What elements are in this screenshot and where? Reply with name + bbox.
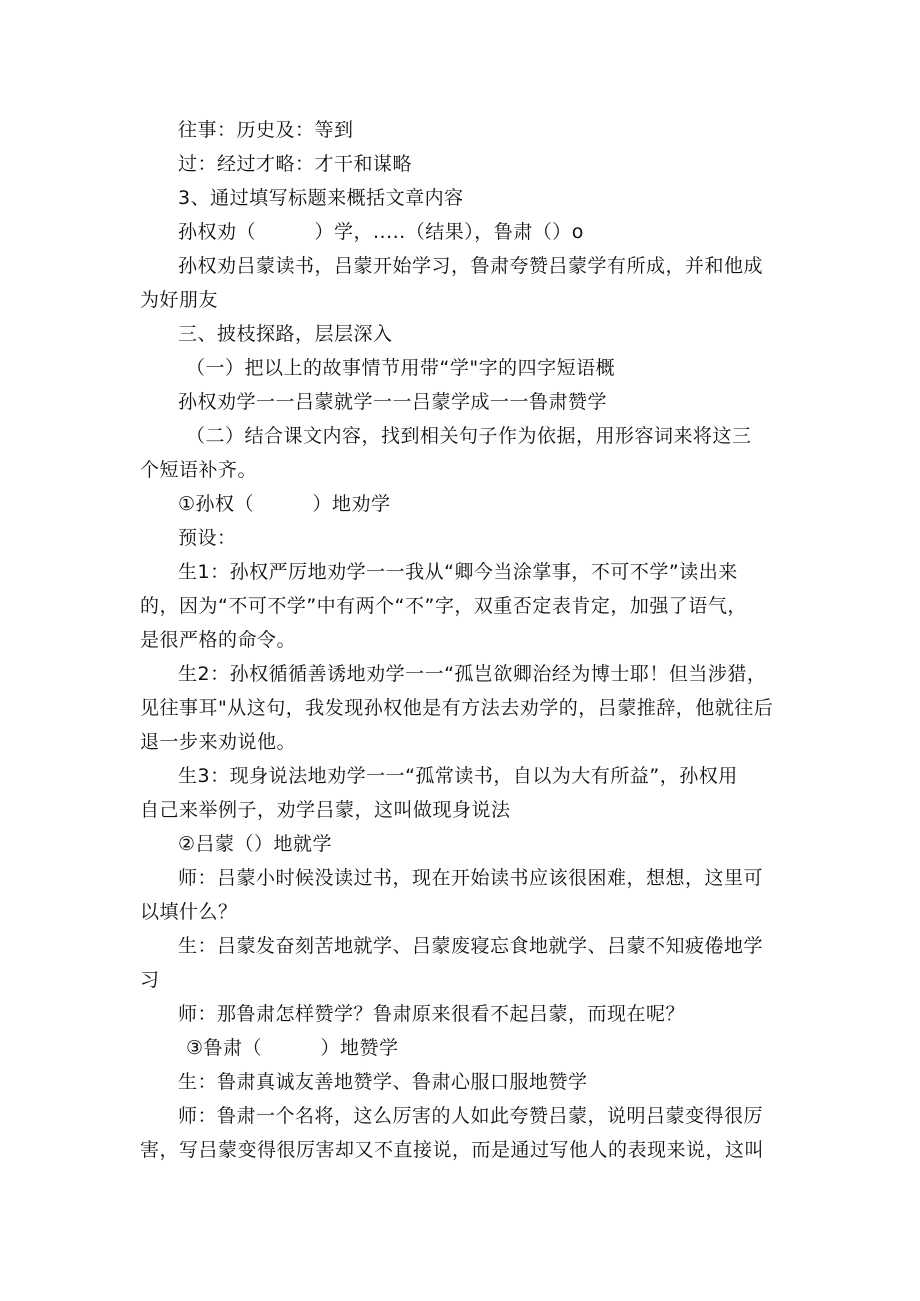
text-line: ①孙权（ ）地劝学 — [178, 493, 391, 515]
text-line: 生2：孙权循循善诱地劝学一一“孤岂欲卿治经为博士耶！但当涉猎， — [178, 663, 767, 685]
text-line: 自己来举例子，劝学吕蒙，这叫做现身说法 — [140, 799, 511, 821]
text-line: 习 — [140, 969, 160, 991]
text-line: 往事：历史及：等到 — [178, 119, 354, 141]
text-line: 个短语补齐。 — [140, 459, 258, 481]
text-line: 过：经过才略：才干和谋略 — [178, 153, 413, 175]
text-line: 师：吕蒙小时候没读过书，现在开始读书应该很困难，想想，这里可 — [178, 867, 764, 889]
section-heading: 3、通过填写标题来概括文章内容 — [178, 187, 464, 209]
text-line: 是很严格的命令。 — [140, 629, 297, 651]
text-line: 生：吕蒙发奋刻苦地就学、吕蒙废寝忘食地就学、吕蒙不知疲倦地学 — [178, 935, 764, 957]
text-line: 以填什么？ — [140, 901, 238, 923]
text-line: 师：鲁肃一个名将，这么厉害的人如此夸赞吕蒙，说明吕蒙变得很厉 — [178, 1105, 764, 1127]
text-line: 见往事耳"从这句，我发现孙权他是有方法去劝学的，吕蒙推辞，他就往后 — [140, 697, 774, 719]
text-line: 害，写吕蒙变得很厉害却又不直接说，而是通过写他人的表现来说，这叫 — [140, 1139, 765, 1161]
text-line: 孙权劝（ ）学，.....（结果），鲁肃（）o — [178, 221, 584, 243]
text-line: 预设： — [178, 527, 237, 549]
section-heading: 三、披枝探路，层层深入 — [178, 323, 393, 345]
text-line: 孙权劝吕蒙读书，吕蒙开始学习，鲁肃夸赞吕蒙学有所成，并和他成 — [178, 255, 764, 277]
text-line: 为好朋友 — [140, 289, 219, 311]
subsection-heading: （二）结合课文内容，找到相关句子作为依据，用形容词来将这三 — [186, 425, 752, 447]
text-line: 生：鲁肃真诚友善地赞学、鲁肃心服口服地赞学 — [178, 1071, 588, 1093]
text-line: 生1：孙权严厉地劝学一一我从“卿今当涂掌事，不可不学”读出来 — [178, 561, 738, 583]
text-line: ②吕蒙（）地就学 — [178, 833, 333, 855]
text-line: 退一步来劝说他。 — [140, 731, 297, 753]
text-line: 的，因为“不可不学”中有两个“不”字，双重否定表肯定，加强了语气， — [140, 595, 747, 617]
text-line: 孙权劝学一一吕蒙就学一一吕蒙学成一一鲁肃赞学 — [178, 391, 608, 413]
text-line: 生3：现身说法地劝学一一“孤常读书，自以为大有所益”，孙权用 — [178, 765, 738, 787]
document-body — [140, 113, 788, 1167]
subsection-heading: （一）把以上的故事情节用带“学"字的四字短语概 — [186, 357, 616, 379]
text-line: ③鲁肃（ ）地赞学 — [186, 1037, 399, 1059]
text-line: 师：那鲁肃怎样赞学？鲁肃原来很看不起吕蒙，而现在呢？ — [178, 1003, 686, 1025]
